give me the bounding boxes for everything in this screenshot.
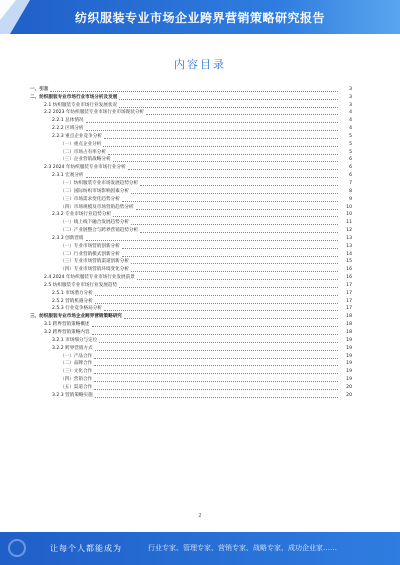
- toc-entry-title: （三）文化合作: [60, 369, 93, 375]
- toc-entry-title: 2.3.2 专业市场行业趋势分析: [52, 212, 112, 218]
- toc-entry[interactable]: [30, 163, 352, 171]
- toc-leader-dots: [113, 216, 338, 217]
- toc-entry-title: 3.1 跨界营销策略概述: [44, 322, 90, 328]
- toc-entry[interactable]: [30, 109, 352, 117]
- toc-entry-page: 17: [346, 298, 352, 304]
- toc-entry-title: 3.2.1 市场细分与定位: [52, 337, 98, 343]
- toc-entry-title: 二、纺织服装专业市场行业市场分析及发展: [30, 94, 118, 100]
- report-title: 纺织服装专业市场企业跨界营销策略研究报告: [74, 11, 325, 25]
- toc-entry-page: 5: [349, 141, 352, 147]
- toc-entry-page: 6: [349, 165, 352, 171]
- toc-entry-title: 3.2 跨界营销策略内容: [44, 330, 90, 335]
- toc-entry[interactable]: [30, 312, 352, 320]
- toc-leader-dots: [122, 256, 338, 257]
- toc-entry-page: 19: [346, 377, 352, 383]
- toc-leader-dots: [146, 114, 338, 115]
- toc-leader-dots: [86, 122, 338, 123]
- toc-entry-title: （五）渠道合作: [60, 384, 93, 390]
- toc-entry-title: 2.2.1 总体情况: [52, 118, 84, 124]
- page-number: 2: [198, 513, 202, 519]
- footer-banner: [0, 532, 400, 565]
- toc-entry-title: （三）市场需求变化趋势分析: [60, 196, 120, 202]
- toc-entry-page: 15: [346, 259, 352, 265]
- toc-leader-dots: [95, 397, 338, 398]
- toc-entry-title: 一、引言: [30, 86, 49, 92]
- toc-entry-title: （四）专业市场营销环境变化分析: [60, 267, 129, 273]
- toc-entry-page: 11: [346, 220, 352, 226]
- toc-entry[interactable]: [30, 101, 352, 109]
- toc-entry[interactable]: [30, 195, 352, 203]
- toc-leader-dots: [94, 381, 338, 382]
- toc-leader-dots: [119, 287, 338, 288]
- toc-entry[interactable]: [30, 171, 352, 179]
- toc-entry-page: 3: [349, 86, 352, 92]
- toc-entry-page: 9: [349, 196, 352, 202]
- table-of-contents: [30, 85, 352, 399]
- toc-entry[interactable]: [30, 85, 352, 93]
- toc-entry-page: 6: [349, 173, 352, 179]
- toc-entry-page: 13: [346, 243, 352, 249]
- toc-entry[interactable]: [30, 367, 352, 375]
- toc-entry[interactable]: [30, 250, 352, 258]
- toc-entry[interactable]: [30, 203, 352, 211]
- toc-entry[interactable]: [30, 352, 352, 360]
- toc-entry-page: 7: [349, 180, 352, 186]
- toc-entry[interactable]: [30, 375, 352, 383]
- toc-leader-dots: [124, 318, 338, 319]
- toc-entry[interactable]: [30, 281, 352, 289]
- toc-leader-dots: [95, 350, 338, 351]
- toc-entry-page: 5: [349, 149, 352, 155]
- toc-leader-dots: [113, 161, 338, 162]
- toc-entry-page: 14: [346, 251, 352, 257]
- toc-leader-dots: [95, 303, 338, 304]
- toc-leader-dots: [104, 310, 338, 311]
- toc-leader-dots: [94, 389, 338, 390]
- toc-leader-dots: [122, 248, 338, 249]
- toc-entry-title: 2.3 2024 年纺织服装专业市场行业分析: [44, 165, 126, 171]
- toc-entry[interactable]: [30, 328, 352, 336]
- toc-heading: 内容目录: [174, 58, 226, 71]
- toc-entry[interactable]: [30, 391, 352, 399]
- toc-entry-title: （一）重点企业分析: [60, 141, 102, 147]
- toc-entry-page: 4: [349, 126, 352, 132]
- toc-entry-title: 2.5.3 行业竞争格局分析: [52, 306, 102, 312]
- toc-leader-dots: [131, 193, 338, 194]
- footer-tagline: 行业专家、管理专家、营销专家、战略专家、成功企业家……: [148, 544, 337, 552]
- toc-entry-title: （四）市场规模及市场营销趋势分析: [60, 204, 134, 210]
- toc-entry[interactable]: [30, 218, 352, 226]
- toc-entry-title: 2.1 纺织服装专业市场行业发展状况: [44, 102, 118, 108]
- toc-leader-dots: [92, 326, 338, 327]
- toc-leader-dots: [131, 224, 338, 225]
- toc-entry-title: 2.3.3 创新营销: [52, 235, 84, 241]
- toc-entry-title: （一）专业市场营销创新分析: [60, 243, 120, 249]
- toc-entry-page: 10: [346, 212, 352, 218]
- toc-leader-dots: [119, 107, 338, 108]
- toc-entry-title: （四）营销合作: [60, 377, 93, 383]
- toc-leader-dots: [92, 334, 338, 335]
- toc-entry-page: 17: [346, 306, 352, 312]
- toc-leader-dots: [137, 279, 338, 280]
- toc-leader-dots: [104, 138, 338, 139]
- toc-entry-title: 3.2.2 跨界营销方式: [52, 345, 93, 351]
- toc-entry-page: 18: [346, 330, 352, 335]
- toc-entry-page: 5: [349, 133, 352, 139]
- toc-leader-dots: [86, 177, 338, 178]
- toc-entry[interactable]: [30, 360, 352, 368]
- toc-entry-title: 2.5 纺织服装专业市场行业发展趋势: [44, 282, 118, 288]
- toc-entry[interactable]: [30, 148, 352, 156]
- toc-leader-dots: [119, 99, 338, 100]
- toc-leader-dots: [94, 373, 338, 374]
- toc-entry-title: （一）产品合作: [60, 353, 93, 359]
- toc-entry-title: 2.4 2024 年纺织服装专业市场行业发展前景: [44, 275, 135, 281]
- footer-slogan: 让每个人都能成为: [50, 544, 122, 553]
- toc-entry[interactable]: [30, 265, 352, 273]
- toc-entry-page: 20: [346, 392, 352, 398]
- toc-entry[interactable]: [30, 187, 352, 195]
- toc-leader-dots: [128, 169, 338, 170]
- toc-entry[interactable]: [30, 234, 352, 242]
- toc-entry[interactable]: [30, 156, 352, 164]
- toc-entry[interactable]: [30, 336, 352, 344]
- toc-leader-dots: [131, 271, 338, 272]
- toc-entry-title: （一）线上线下融合发展趋势分析: [60, 220, 129, 226]
- toc-entry-page: 3: [349, 102, 352, 108]
- toc-entry-page: 19: [346, 353, 352, 359]
- toc-entry-title: （二）产业链整合与跨界营销趋势分析: [60, 228, 139, 234]
- toc-entry-title: （二）国际纺织市场影响因素分析: [60, 188, 129, 194]
- toc-leader-dots: [140, 185, 338, 186]
- toc-entry[interactable]: [30, 305, 352, 313]
- toc-leader-dots: [94, 365, 338, 366]
- toc-entry-title: 三、纺织服装专业市场企业跨界营销策略研究: [30, 314, 122, 320]
- toc-entry[interactable]: [30, 226, 352, 234]
- toc-entry-page: 17: [346, 282, 352, 288]
- toc-entry-title: 2.2 2023 年纺织服装专业市场行业市场现状分析: [44, 110, 145, 116]
- toc-entry-title: （二）品牌合作: [60, 361, 93, 367]
- toc-entry-page: 20: [346, 384, 352, 390]
- toc-entry[interactable]: [30, 93, 352, 101]
- toc-leader-dots: [103, 146, 338, 147]
- toc-leader-dots: [122, 201, 338, 202]
- toc-entry-title: 2.5.1 市场潜力分析: [52, 290, 93, 296]
- toc-leader-dots: [140, 232, 338, 233]
- toc-entry-page: 12: [346, 228, 352, 234]
- toc-entry-title: 2.2.3 重点企业竞争分析: [52, 133, 102, 139]
- toc-entry-page: 16: [346, 267, 352, 273]
- toc-leader-dots: [131, 263, 338, 264]
- toc-leader-dots: [50, 91, 338, 92]
- toc-entry-title: 3.2.3 营销策略实施: [52, 392, 93, 398]
- toc-entry[interactable]: [30, 383, 352, 391]
- toc-entry[interactable]: [30, 273, 352, 281]
- toc-leader-dots: [108, 154, 338, 155]
- toc-entry-page: 18: [346, 322, 352, 328]
- toc-leader-dots: [99, 342, 338, 343]
- circle-decoration-icon: [8, 539, 26, 557]
- toc-entry-page: 13: [346, 235, 352, 241]
- toc-entry-page: 19: [346, 361, 352, 367]
- toc-entry-page: 19: [346, 369, 352, 375]
- toc-entry[interactable]: [30, 140, 352, 148]
- toc-entry-title: 2.2.2 区域分析: [52, 126, 84, 132]
- toc-leader-dots: [136, 209, 338, 210]
- toc-entry[interactable]: [30, 124, 352, 132]
- toc-entry-page: 19: [346, 345, 352, 351]
- toc-entry-title: （一）纺织服装专业市场发展趋势分析: [60, 180, 139, 186]
- toc-entry-page: 18: [346, 314, 352, 320]
- toc-leader-dots: [86, 240, 338, 241]
- toc-entry[interactable]: [30, 258, 352, 266]
- toc-entry[interactable]: [30, 344, 352, 352]
- toc-entry-title: （三）企业营销战略分析: [60, 157, 111, 163]
- toc-entry-page: 16: [346, 275, 352, 281]
- toc-entry-page: 4: [349, 118, 352, 124]
- toc-entry-page: 10: [346, 204, 352, 210]
- toc-entry-page: 3: [349, 94, 352, 100]
- toc-leader-dots: [94, 358, 338, 359]
- toc-entry-page: 6: [349, 157, 352, 163]
- toc-leader-dots: [95, 295, 338, 296]
- toc-entry-title: 2.5.2 营销机遇分析: [52, 298, 93, 304]
- toc-entry-page: 8: [349, 188, 352, 194]
- toc-entry-title: （三）专业市场营销渠道创新分析: [60, 259, 129, 265]
- toc-entry-page: 4: [349, 110, 352, 116]
- toc-entry[interactable]: [30, 179, 352, 187]
- toc-entry[interactable]: [30, 297, 352, 305]
- toc-entry-title: 2.3.1 宏观分析: [52, 173, 84, 179]
- toc-entry[interactable]: [30, 132, 352, 140]
- toc-entry-page: 17: [346, 290, 352, 296]
- toc-entry[interactable]: [30, 320, 352, 328]
- toc-entry-title: （二）行业营销模式创新分析: [60, 251, 120, 257]
- toc-entry[interactable]: [30, 289, 352, 297]
- toc-entry[interactable]: [30, 242, 352, 250]
- toc-leader-dots: [86, 130, 338, 131]
- toc-entry[interactable]: [30, 116, 352, 124]
- toc-entry[interactable]: [30, 211, 352, 219]
- header-banner: [0, 0, 400, 34]
- toc-entry-page: 19: [346, 337, 352, 343]
- toc-entry-title: （二）市场占有率分析: [60, 149, 106, 155]
